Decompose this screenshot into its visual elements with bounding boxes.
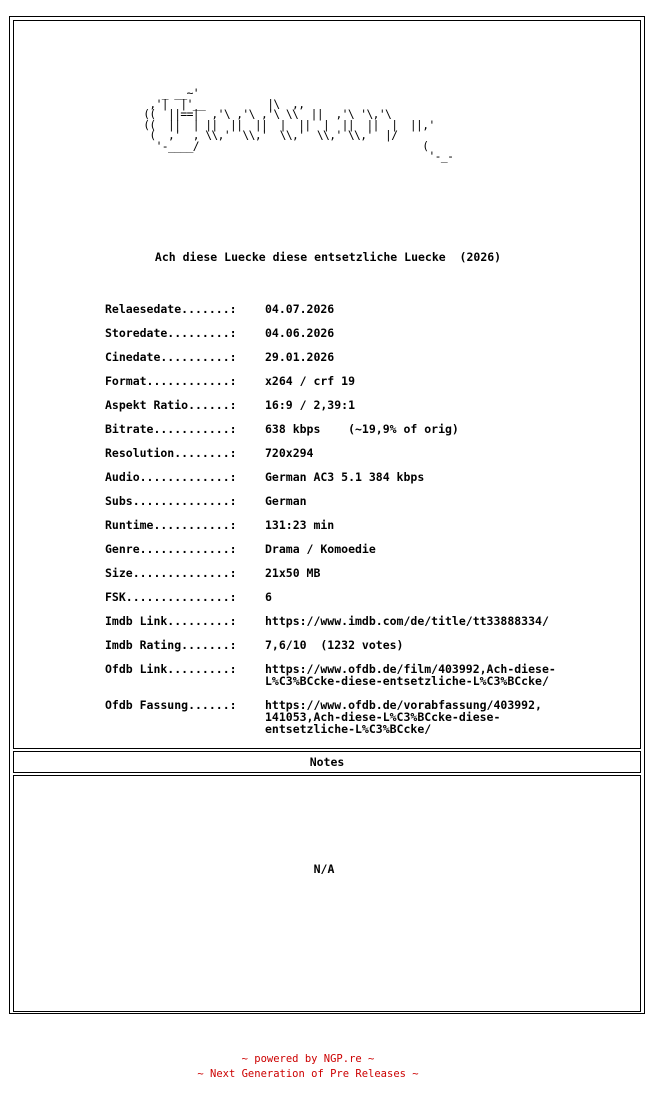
info-value: German xyxy=(265,494,307,508)
info-row-cinedate xyxy=(105,351,556,363)
info-value: 29.01.2026 xyxy=(265,350,335,364)
info-value: 04.06.2026 xyxy=(265,326,335,340)
notes-text: N/A xyxy=(313,862,335,876)
info-value: 6 xyxy=(265,590,272,604)
info-value: German AC3 5.1 384 kbps xyxy=(265,470,425,484)
info-value: 21x50 MB xyxy=(265,566,321,580)
info-row-resolution xyxy=(105,447,556,459)
info-row-ofdb-fassung xyxy=(105,699,556,735)
info-value: 720x294 xyxy=(265,446,314,460)
ofdb-link[interactable]: https://www.ofdb.de/film/403992,Ach-diese- L%C3%BCcke-diese-entsetzliche-L%C3%BCcke/ xyxy=(265,662,556,688)
info-label: Cinedate..........: xyxy=(105,350,237,364)
info-value: 16:9 / 2,39:1 xyxy=(265,398,356,412)
ofdb-fassung-link[interactable]: https://www.ofdb.de/vorabfassung/403992, 141053,Ach-diese-L%C3%BCcke-diese- entsetzliche-L%C3%BCcke/ xyxy=(265,698,542,736)
nfo-frame xyxy=(9,16,645,1014)
info-row-format xyxy=(105,375,556,387)
release-info-list xyxy=(105,303,556,747)
notes-box xyxy=(13,775,641,1012)
info-row-size xyxy=(105,567,556,579)
info-label: Subs..............: xyxy=(105,494,237,508)
info-label: Imdb Link.........: xyxy=(105,614,237,628)
info-label: Aspekt Ratio......: xyxy=(105,398,237,412)
info-row-subs xyxy=(105,495,556,507)
info-row-releasedate xyxy=(105,303,556,315)
info-label: FSK...............: xyxy=(105,590,237,604)
notes-header xyxy=(13,751,641,773)
footer-powered-by: ~ powered by NGP.re ~ xyxy=(241,1053,375,1065)
info-row-bitrate xyxy=(105,423,556,435)
release-info-box xyxy=(13,20,641,749)
info-row-audio xyxy=(105,471,556,483)
info-row-imdb-link xyxy=(105,615,556,627)
info-value: 7,6/10 (1232 votes) xyxy=(265,638,404,652)
info-row-imdb-rating xyxy=(105,639,556,651)
info-row-aspect-ratio xyxy=(105,399,556,411)
imdb-link[interactable]: https://www.imdb.com/de/title/tt33888334/ xyxy=(265,614,549,628)
info-label: Imdb Rating.......: xyxy=(105,638,237,652)
info-label: Ofdb Fassung......: xyxy=(105,698,237,712)
info-row-storedate xyxy=(105,327,556,339)
info-label: Ofdb Link.........: xyxy=(105,662,237,676)
info-label: Runtime...........: xyxy=(105,518,237,532)
ascii-logo: _ __~' ,'| |'__ |\ ,, (( ||==| ,'\ ,'\ ,'\ \\ || ,'\ '\,'\ (( || | || || || | || | || || | ||,' ( ,' , \\,' \\,' \\,' \\,' \\,' |/ '-____/ ( '-_- xyxy=(143,87,454,163)
info-value: 04.07.2026 xyxy=(265,302,335,316)
info-row-fsk xyxy=(105,591,556,603)
footer-tagline: ~ Next Generation of Pre Releases ~ xyxy=(197,1068,419,1080)
info-value: 131:23 min xyxy=(265,518,335,532)
info-value: 638 kbps (~19,9% of orig) xyxy=(265,422,459,436)
info-label: Resolution........: xyxy=(105,446,237,460)
info-value: Drama / Komoedie xyxy=(265,542,376,556)
info-row-ofdb-link xyxy=(105,663,556,687)
info-row-runtime xyxy=(105,519,556,531)
info-label: Storedate.........: xyxy=(105,326,237,340)
info-label: Relaesedate.......: xyxy=(105,302,237,316)
info-label: Genre.............: xyxy=(105,542,237,556)
release-title: Ach diese Luecke diese entsetzliche Luecke (2026) xyxy=(154,250,502,264)
info-label: Audio.............: xyxy=(105,470,237,484)
info-label: Bitrate...........: xyxy=(105,422,237,436)
info-label: Size..............: xyxy=(105,566,237,580)
info-label: Format............: xyxy=(105,374,237,388)
info-value: x264 / crf 19 xyxy=(265,374,356,388)
info-row-genre xyxy=(105,543,556,555)
notes-title: Notes xyxy=(309,755,345,769)
